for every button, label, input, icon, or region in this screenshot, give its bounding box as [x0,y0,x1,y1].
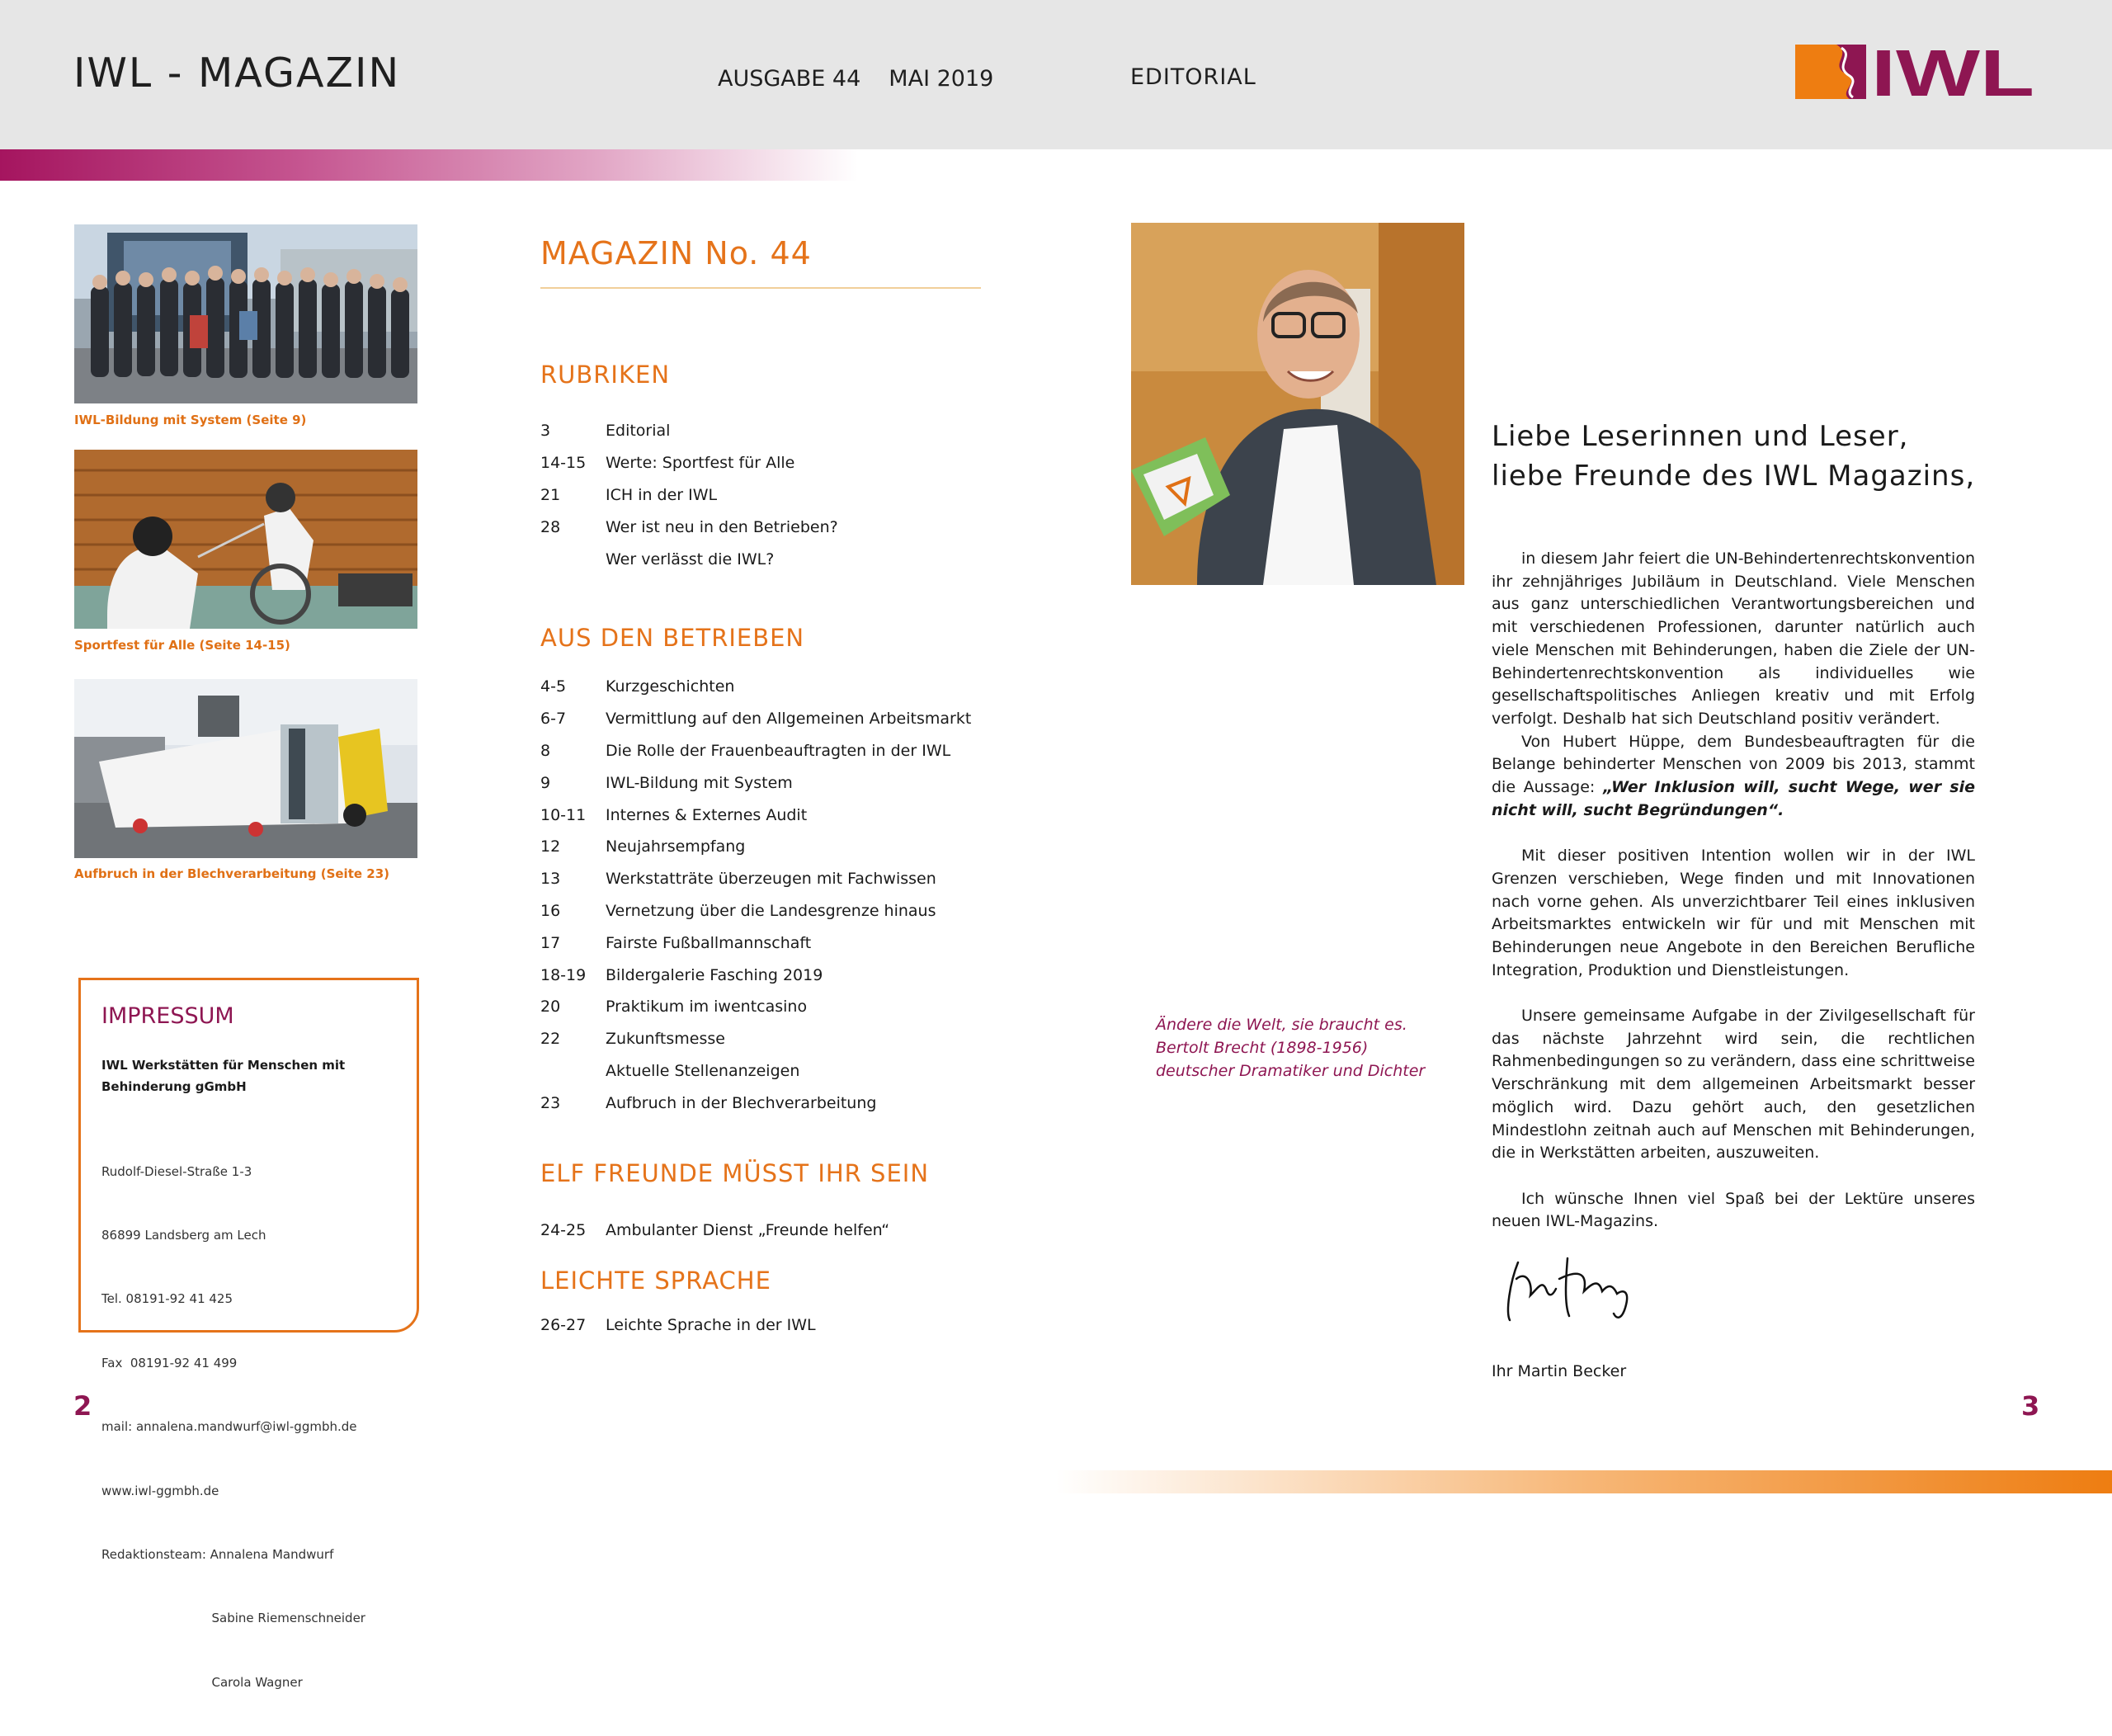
toc-list [540,1309,1002,1342]
toc-divider [540,287,981,289]
impressum-line: Carola Wagner [101,1674,303,1690]
impressum-company-line: Behinderung gGmbH [101,1079,247,1094]
photo-group [74,224,417,403]
letter-paragraph [1492,731,1975,823]
letter-signoff: Ihr Martin Becker [1492,1362,1627,1380]
toc-heading: ELF FREUNDE MÜSST IHR SEIN [540,1159,930,1187]
toc-list [540,671,1002,1119]
toc-entry-title: Die Rolle der Frauenbeauftragten in der IWL [606,741,951,760]
magazine-title: IWL - MAGAZIN [73,50,401,97]
quote-text: Ändere die Welt, sie braucht es. [1156,1016,1407,1034]
toc-entry[interactable] [540,1023,1002,1055]
impressum-website[interactable]: www.iwl-ggmbh.de [101,1483,219,1498]
toc-entry[interactable] [540,895,1002,927]
quote-author-role: deutscher Dramatiker und Dichter [1156,1062,1426,1080]
impressum-box [78,978,419,1690]
impressum-line: Fax 08191-92 41 499 [101,1355,238,1370]
toc-entry[interactable] [540,543,1002,575]
toc-entry-page: 23 [540,1093,561,1112]
page-header [0,0,2112,149]
toc-entry[interactable] [540,767,1002,799]
impressum-line: 86899 Landsberg am Lech [101,1227,266,1243]
toc-entry-page: 8 [540,741,551,760]
impressum-line: Sabine Riemenschneider [101,1611,365,1626]
toc-entry[interactable] [540,927,1002,959]
toc-entry-page: 16 [540,901,561,920]
toc-entry-title: IWL-Bildung mit System [606,773,793,792]
toc-heading: AUS DEN BETRIEBEN [540,624,805,652]
photo-fencing [74,450,417,629]
toc-entry[interactable] [540,959,1002,991]
toc-entry-title: Werte: Sportfest für Alle [606,454,795,473]
toc-entry[interactable] [540,863,1002,895]
portrait-photo [1131,223,1464,585]
toc-entry-title: Praktikum im iwentcasino [606,998,808,1017]
toc-entry-page: 14-15 [540,454,587,473]
letter-paragraph: Ich wünsche Ihnen viel Spaß bei der Lektüre unseres neuen IWL-Magazins. [1492,1189,1975,1231]
toc-entry[interactable] [540,479,1002,512]
logo-text: IWL [1871,36,2034,110]
impressum-line: Tel. 08191-92 41 425 [101,1291,233,1307]
toc-entry-title: Werkstatträte überzeugen mit Fachwissen [606,870,936,889]
toc-heading: RUBRIKEN [540,361,671,389]
huppe-quote: „Wer Inklusion will, sucht Wege, wer sie nicht will, sucht Begründungen“. [1492,778,1975,819]
toc-entry-title: ICH in der IWL [606,485,718,504]
letter-paragraph-text: Von Hubert Hüppe, dem Bundesbeauftragten für die Belange behinderter Menschen von 2009 bis 2013, stammt die Aussage: [1492,732,1975,797]
letter-paragraph: Mit dieser positiven Intention wollen wir in der IWL Grenzen verschieben, Wege finden und mit Innovationen nach vorne gehen. Als unverzichtbarer Teil eines inklusiven Arbeitsmarktes entwickeln wir für und mit Menschen mit Behinderungen neue Angebote in den Bereichen Berufliche Integration, Produktion und Dienstleistungen. [1492,847,1975,979]
toc-entry-title: Leichte Sprache in der IWL [606,1316,816,1335]
toc-entry-title: Editorial [606,422,671,441]
toc-entry[interactable] [540,1215,1002,1247]
toc-list [540,415,1002,575]
toc-entry-title: Internes & Externes Audit [606,805,808,824]
toc-entry-title: Zukunftsmesse [606,1030,725,1049]
toc-entry[interactable] [540,1309,1002,1342]
toc-entry-page: 21 [540,485,561,504]
toc-entry[interactable] [540,511,1002,543]
toc-heading: LEICHTE SPRACHE [540,1267,771,1295]
photo-caption: IWL-Bildung mit System (Seite 9) [74,413,307,427]
page-number-left: 2 [73,1390,92,1422]
toc-entry-page: 24-25 [540,1221,587,1240]
toc-entry[interactable] [540,1055,1002,1087]
toc-entry-page: 22 [540,1030,561,1049]
toc-entry[interactable] [540,703,1002,735]
issue-info [718,66,993,92]
header-accent-bar [0,149,858,181]
toc-entry-title: Neujahrsempfang [606,837,746,856]
toc-entry[interactable] [540,735,1002,767]
footer-accent-bar [1056,1470,2112,1493]
issue-date: MAI 2019 [889,66,994,92]
impressum-company-line: IWL Werkstätten für Menschen mit [101,1058,346,1073]
toc-entry[interactable] [540,991,1002,1023]
editorial-letter [1492,548,1975,1234]
iwl-logo [1795,36,2036,110]
impressum-company [101,1054,415,1097]
toc-title: MAGAZIN No. 44 [540,235,812,271]
toc-entry-title: Vernetzung über die Landesgrenze hinaus [606,901,936,920]
greeting-line: Liebe Leserinnen und Leser, [1492,420,1909,453]
impressum-line: Rudolf-Diesel-Straße 1-3 [101,1163,252,1179]
section-label: EDITORIAL [1130,64,1256,90]
letter-paragraph: in diesem Jahr feiert die UN-Behindertenrechtskonvention ihr zehnjähriges Jubiläum in Deutschland. Viele Menschen aus ganz unterschiedlichen Verantwortungsbereichen und mit verschiedenen Professionen, darunter natürlich auch viele Menschen mit Behinderungen, haben die Ziele der UN-Behindertenrechtskonvention als individuelles wie gesellschaftspolitisches Anliegen kreativ und mit Erfolg verfolgt. Deshalb hat sich Deutschland positiv verändert. [1492,550,1975,728]
impressum-email[interactable]: mail: annalena.mandwurf@iwl-ggmbh.de [101,1419,357,1435]
toc-entry-page: 13 [540,870,561,889]
toc-entry-page: 28 [540,517,561,536]
letter-paragraph: Unsere gemeinsame Aufgabe in der Zivilgesellschaft für das nächste Jahrzehnt wird sein, die rechtlichen Rahmenbedingungen so zu verändern, dass eine schrittweise Verschränkung mit dem allgemeinen Arbeitsmarkt besser möglich wird. Dazu gehört auch, den gesetzlichen Mindestlohn zeitnah auch auf Menschen mit Behinderungen, die in Werkstätten arbeiten, auszuweiten. [1492,1007,1975,1163]
issue-number: AUSGABE 44 [718,66,861,92]
impressum-line: Redaktionsteam: Annalena Mandwurf [101,1546,334,1562]
toc-entry-title: Aufbruch in der Blechverarbeitung [606,1093,877,1112]
toc-entry-page: 10-11 [540,805,587,824]
toc-entry[interactable] [540,415,1002,447]
toc-entry-page: 17 [540,933,561,952]
toc-entry-title: Aktuelle Stellenanzeigen [606,1061,800,1080]
toc-entry-title: Wer verlässt die IWL? [606,550,775,568]
toc-entry[interactable] [540,671,1002,703]
impressum-title: IMPRESSUM [101,1003,234,1029]
toc-entry[interactable] [540,447,1002,479]
impressum-contact [101,1119,365,1736]
brecht-quote [1156,1013,1425,1083]
letter-greeting [1492,417,1975,496]
toc-entry-title: Bildergalerie Fasching 2019 [606,965,823,984]
photo-caption: Aufbruch in der Blechverarbeitung (Seite 23) [74,866,389,881]
photo-caption: Sportfest für Alle (Seite 14-15) [74,638,290,653]
toc-entry-page: 26-27 [540,1316,587,1335]
toc-entry-title: Kurzgeschichten [606,677,735,696]
toc-entry-page: 6-7 [540,710,567,729]
toc-entry-page: 3 [540,422,551,441]
toc-entry-title: Fairste Fußballmannschaft [606,933,812,952]
handwritten-signature [1502,1246,1642,1328]
toc-entry-page: 12 [540,837,561,856]
toc-entry-title: Vermittlung auf den Allgemeinen Arbeitsmarkt [606,710,972,729]
greeting-line: liebe Freunde des IWL Magazins, [1492,460,1976,493]
toc-entry-page: 4-5 [540,677,567,696]
toc-entry-title: Wer ist neu in den Betrieben? [606,517,838,536]
toc-entry-page: 18-19 [540,965,587,984]
quote-author: Bertolt Brecht (1898-1956) [1156,1039,1369,1057]
toc-entry-title: Ambulanter Dienst „Freunde helfen“ [606,1221,890,1240]
page-number-right: 3 [2021,1390,2040,1422]
toc-entry-page: 9 [540,773,551,792]
toc-entry[interactable] [540,1087,1002,1119]
photo-machine [74,679,417,858]
toc-entry-page: 20 [540,998,561,1017]
toc-list [540,1215,1002,1247]
toc-entry[interactable] [540,831,1002,863]
toc-entry[interactable] [540,799,1002,831]
